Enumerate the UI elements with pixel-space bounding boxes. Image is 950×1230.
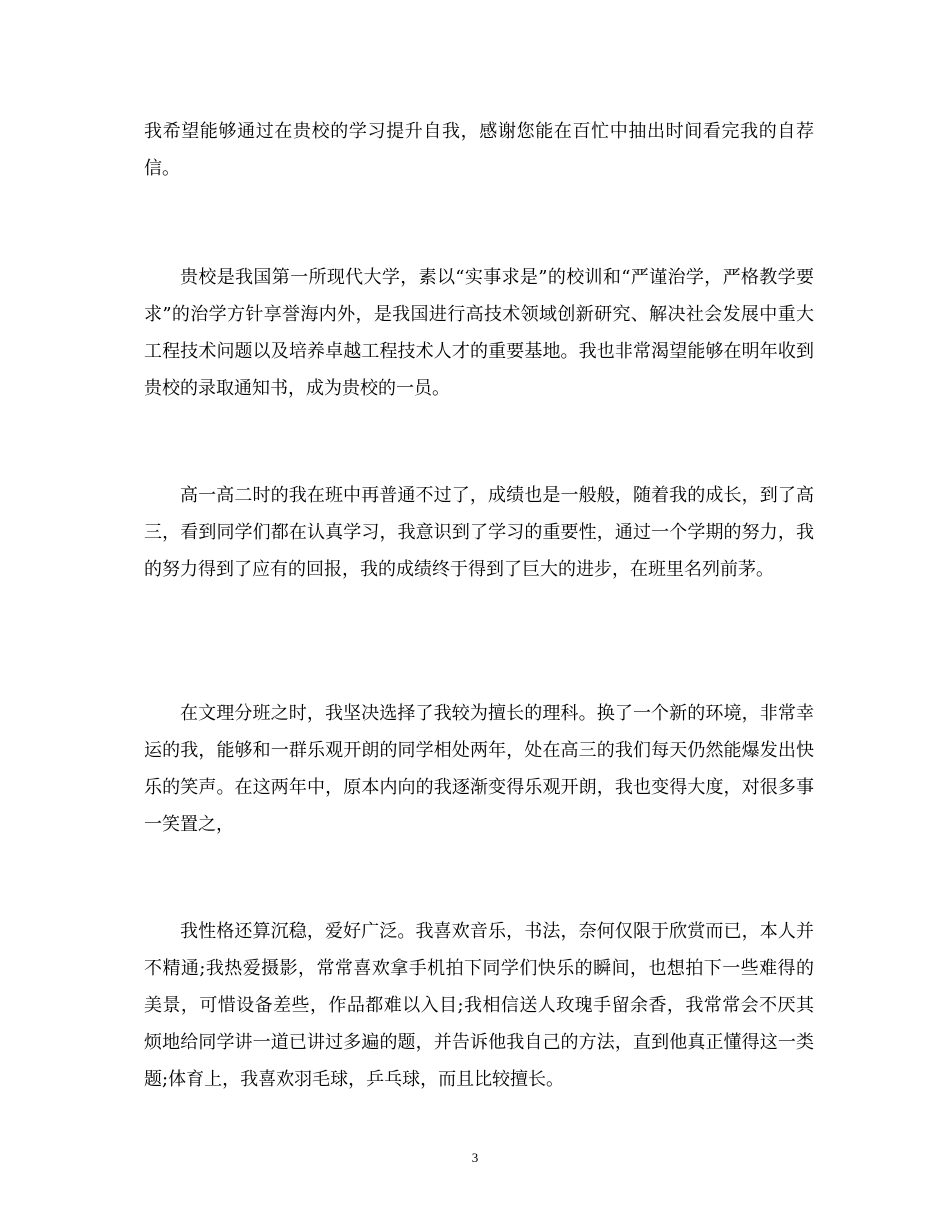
page-number: 3 (471, 1150, 479, 1165)
paragraph-2: 贵校是我国第一所现代大学，素以“实事求是”的校训和“严谨治学，严格教学要求”的治学方针享誉海内外，是我国进行高技术领域创新研究、解决社会发展中重大工程技术问题以及培养卓越工程技术人才的重要基地。我也非常渴望能够在明年收到贵校的录取通知书，成为贵校的一员。 (144, 267, 814, 399)
paragraph-1: 我希望能够通过在贵校的学习提升自我，感谢您能在百忙中抽出时间看完我的自荐信。 (144, 121, 814, 179)
paragraph-4: 在文理分班之时，我坚决选择了我较为擅长的理科。换了一个新的环境，非常幸运的我，能够和一群乐观开朗的同学相处两年，处在高三的我们每天仍然能爆发出快乐的笑声。在这两年中，原本内向的我逐渐变得乐观开朗，我也变得大度，对很多事一笑置之， (144, 703, 814, 835)
paragraph-3: 高一高二时的我在班中再普通不过了，成绩也是一般般，随着我的成长，到了高三，看到同学们都在认真学习，我意识到了学习的重要性，通过一个学期的努力，我的努力得到了应有的回报，我的成绩终于得到了巨大的进步，在班里名列前茅。 (144, 485, 814, 580)
paragraph-5: 我性格还算沉稳，爱好广泛。我喜欢音乐，书法，奈何仅限于欣赏而已，本人并不精通;我热爱摄影，常常喜欢拿手机拍下同学们快乐的瞬间，也想拍下一些难得的美景，可惜设备差些，作品都难以入目;我相信送人玫瑰手留余香，我常常会不厌其烦地给同学讲一道已讲过多遍的题，并告诉他我自己的方法，直到他真正懂得这一类题;体育上，我喜欢羽毛球，乒乓球，而且比较擅长。 (144, 921, 814, 1090)
